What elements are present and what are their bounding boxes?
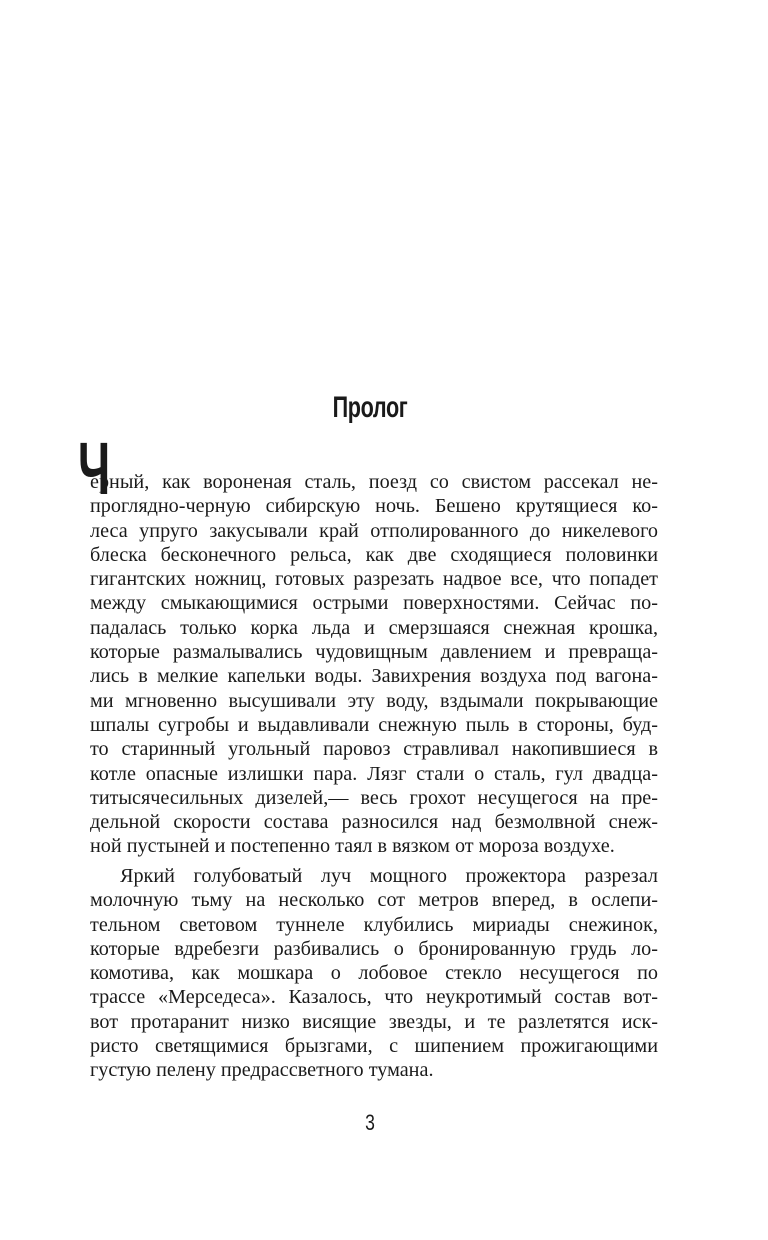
text-line: ристо светящимися брызгами, с шипением прожигающими (90, 1035, 658, 1058)
text-line: тельном световом туннеле клубились мириады снежинок, (90, 913, 658, 936)
text-line: вот протаранит низко висящие звезды, и те разлетятся иск- (90, 1010, 658, 1033)
paragraph-1 (90, 470, 658, 859)
text-line: лись в мелкие капельки воды. Завихрения воздуха под вагона- (90, 665, 658, 688)
text-line: шпалы сугробы и выдавливали снежную пыль в стороны, буд- (90, 713, 658, 736)
text-line: комотива, как мошкара о лобовое стекло несущегося по (90, 962, 658, 985)
text-line: между смыкающимися острыми поверхностями. Сейчас по- (90, 592, 658, 615)
text-line: титысячесильных дизелей,— весь грохот несущегося на пре- (90, 786, 658, 809)
text-line: ной пустыней и постепенно таял в вязком от мороза воздухе. (90, 835, 615, 858)
text-line: молочную тьму на несколько сот метров вперед, в ослепи- (90, 889, 658, 912)
chapter-title: Пролог (332, 391, 408, 424)
text-line: котле опасные излишки пара. Лязг стали о сталь, гул двадца- (90, 762, 658, 785)
text-line: проглядно-черную сибирскую ночь. Бешено крутящиеся ко- (90, 495, 658, 518)
text-line: трассе «Мерседеса». Казалось, что неукротимый состав вот- (90, 986, 658, 1009)
text-line: дельной скорости состава разносился над безмолвной снеж- (90, 811, 658, 834)
text-line: то старинный угольный паровоз стравливал накопившиеся в (90, 738, 658, 761)
text-line: которые размалывались чудовищным давлением и превраща- (90, 641, 658, 664)
text-line: блеска бесконечного рельса, как две сходящиеся половинки (90, 543, 658, 566)
text-line: густую пелену предрассветного тумана. (90, 1059, 434, 1082)
text-line: гигантских ножниц, готовых разрезать надвое все, что попадет (90, 568, 658, 591)
text-line: ерный, как вороненая сталь, поезд со свистом рассекал не- (90, 471, 658, 493)
paragraph-2 (90, 864, 658, 1083)
text-line: которые вдребезги разбивались о бронированную грудь ло- (90, 937, 658, 960)
text-line: Яркий голубоватый луч мощного прожектора разрезал (120, 865, 658, 887)
text-line: леса упруго закусывали край отполированного до никелевого (90, 519, 658, 542)
page-number: 3 (365, 1110, 375, 1135)
text-line: падалась только корка льда и смерзшаяся снежная крошка, (90, 616, 658, 639)
text-line: ми мгновенно высушивали эту воду, вздымали покрывающие (90, 689, 658, 712)
drop-cap: Ч (78, 427, 111, 510)
